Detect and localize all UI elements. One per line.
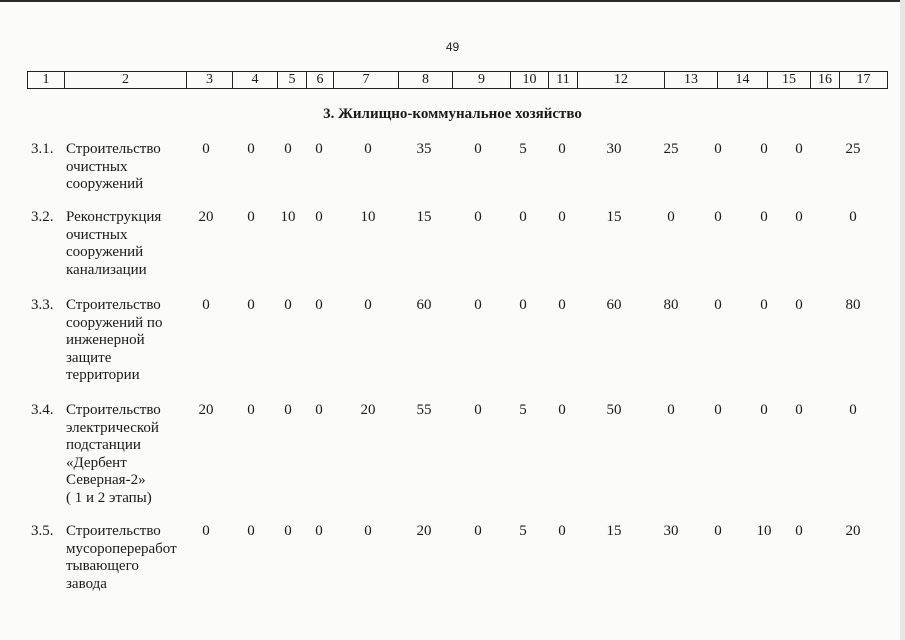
header-cell: 12 [578, 72, 665, 89]
cell-value: 60 [416, 297, 432, 313]
header-cell: 5 [278, 72, 307, 89]
header-cell: 9 [453, 72, 511, 89]
cell-value: 0 [795, 402, 803, 418]
row-name [66, 209, 186, 279]
row-number: 3.3. [31, 297, 54, 313]
cell-value: 0 [474, 402, 482, 418]
cell-value: 0 [558, 402, 566, 418]
header-cell: 17 [840, 72, 888, 89]
header-cell: 15 [768, 72, 811, 89]
row-number: 3.4. [31, 402, 54, 418]
cell-value: 0 [795, 523, 803, 539]
cell-value: 55 [416, 402, 432, 418]
cell-value: 0 [474, 523, 482, 539]
cell-value: 0 [315, 402, 323, 418]
cell-value: 30 [606, 141, 622, 157]
cell-value: 80 [845, 297, 861, 313]
cell-value: 0 [247, 523, 255, 539]
row-name-line: сооружений [66, 176, 144, 192]
cell-value: 0 [795, 209, 803, 225]
cell-value: 15 [416, 209, 432, 225]
row-name-line: защите [66, 349, 112, 366]
cell-value: 0 [558, 141, 566, 157]
cell-value: 0 [247, 297, 255, 313]
row-name-line: очистных [66, 158, 128, 175]
row-number: 3.2. [31, 209, 54, 225]
header-cell: 13 [665, 72, 718, 89]
cell-value: 10 [280, 209, 296, 225]
row-name-line: Реконструкция [66, 209, 162, 225]
cell-value: 15 [606, 523, 622, 539]
header-cell: 4 [233, 72, 278, 89]
cell-value: 20 [845, 523, 861, 539]
cell-value: 10 [756, 523, 772, 539]
row-name-line: канализации [66, 261, 147, 278]
cell-value: 0 [284, 141, 292, 157]
row-name-line: сооружений [66, 244, 144, 260]
cell-value: 0 [474, 141, 482, 157]
cell-value: 0 [202, 141, 210, 157]
cell-value: 20 [198, 209, 214, 225]
cell-value: 0 [667, 209, 675, 225]
header-cell: 10 [511, 72, 549, 89]
row-name-line: Северная-2» [66, 472, 146, 488]
cell-value: 80 [663, 297, 679, 313]
cell-value: 0 [284, 523, 292, 539]
row-name-line: Строительство [66, 141, 161, 157]
row-name-line: мусоропереработ [66, 540, 177, 557]
cell-value: 15 [606, 209, 622, 225]
cell-value: 0 [364, 523, 372, 539]
row-number: 3.5. [31, 523, 54, 539]
cell-value: 0 [284, 402, 292, 418]
cell-value: 0 [667, 402, 675, 418]
cell-value: 0 [558, 523, 566, 539]
row-name-line: Строительство [66, 523, 161, 539]
row-name-line: инженерной [66, 332, 145, 348]
row-name-line: Строительство [66, 297, 161, 313]
cell-value: 0 [315, 141, 323, 157]
cell-value: 0 [315, 297, 323, 313]
top-border-line [0, 0, 905, 2]
cell-value: 50 [606, 402, 622, 418]
cell-value: 30 [663, 523, 679, 539]
header-cell: 6 [307, 72, 334, 89]
page-number: 49 [445, 40, 460, 54]
cell-value: 0 [849, 402, 857, 418]
header-cell: 8 [399, 72, 453, 89]
cell-value: 0 [519, 209, 527, 225]
row-name-line: завода [66, 575, 107, 592]
header-cell: 11 [549, 72, 578, 89]
row-name [66, 523, 186, 593]
page-edge [900, 0, 905, 640]
header-cell: 14 [718, 72, 768, 89]
cell-value: 0 [247, 402, 255, 418]
cell-value: 0 [315, 523, 323, 539]
cell-value: 0 [795, 297, 803, 313]
cell-value: 0 [202, 523, 210, 539]
cell-value: 0 [760, 141, 768, 157]
cell-value: 5 [519, 402, 527, 418]
cell-value: 0 [558, 297, 566, 313]
cell-value: 0 [519, 297, 527, 313]
row-name [66, 402, 186, 507]
cell-value: 5 [519, 141, 527, 157]
header-cell: 16 [811, 72, 840, 89]
row-name-line: сооружений по [66, 314, 163, 331]
cell-value: 0 [558, 209, 566, 225]
header-cell: 7 [334, 72, 399, 89]
cell-value: 0 [760, 297, 768, 313]
row-name-line: очистных [66, 226, 128, 243]
cell-value: 60 [606, 297, 622, 313]
cell-value: 20 [416, 523, 432, 539]
header-cell: 1 [28, 72, 65, 89]
row-name-line: территории [66, 367, 140, 383]
cell-value: 0 [247, 209, 255, 225]
cell-value: 0 [714, 209, 722, 225]
header-cell: 2 [65, 72, 187, 89]
column-number-header [27, 71, 888, 89]
cell-value: 0 [364, 297, 372, 313]
cell-value: 0 [474, 297, 482, 313]
row-name-line: подстанции [66, 437, 141, 453]
row-name-line: ( 1 и 2 этапы) [66, 489, 152, 506]
cell-value: 0 [474, 209, 482, 225]
row-name [66, 141, 186, 194]
cell-value: 35 [416, 141, 432, 157]
cell-value: 20 [198, 402, 214, 418]
cell-value: 0 [315, 209, 323, 225]
cell-value: 25 [663, 141, 679, 157]
cell-value: 0 [714, 141, 722, 157]
row-name [66, 297, 186, 385]
cell-value: 5 [519, 523, 527, 539]
header-cell: 3 [187, 72, 233, 89]
cell-value: 0 [760, 209, 768, 225]
cell-value: 0 [202, 297, 210, 313]
cell-value: 0 [795, 141, 803, 157]
cell-value: 0 [714, 297, 722, 313]
cell-value: 0 [247, 141, 255, 157]
cell-value: 20 [360, 402, 376, 418]
cell-value: 0 [714, 402, 722, 418]
row-name-line: «Дербент [66, 454, 127, 471]
cell-value: 25 [845, 141, 861, 157]
section-title: 3. Жилищно-коммунальное хозяйство [323, 106, 582, 122]
row-name-line: Строительство [66, 402, 161, 418]
cell-value: 0 [714, 523, 722, 539]
row-name-line: тывающего [66, 558, 139, 574]
cell-value: 10 [360, 209, 376, 225]
cell-value: 0 [849, 209, 857, 225]
row-name-line: электрической [66, 419, 159, 436]
cell-value: 0 [284, 297, 292, 313]
cell-value: 0 [364, 141, 372, 157]
row-number: 3.1. [31, 141, 54, 157]
cell-value: 0 [760, 402, 768, 418]
